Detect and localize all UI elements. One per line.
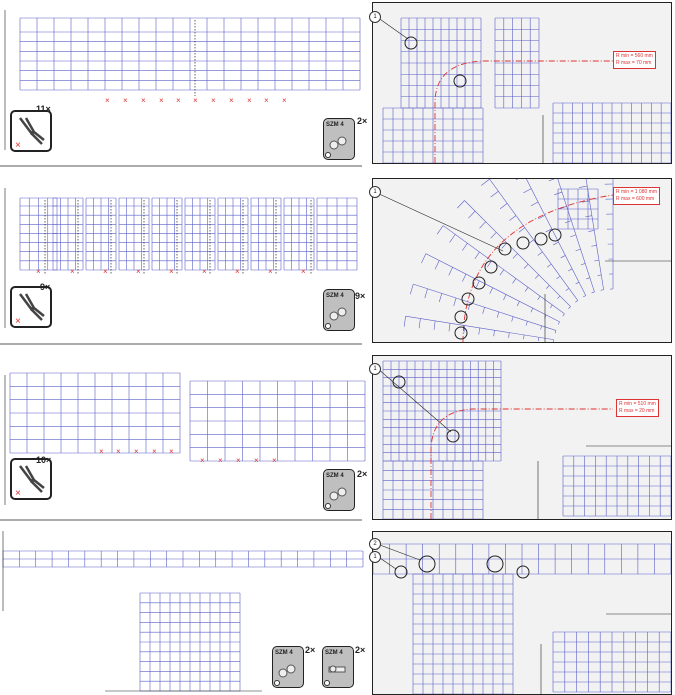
cut-mark: × <box>116 447 121 456</box>
szm-count: 2× <box>357 469 368 479</box>
step-2 <box>0 178 675 343</box>
szm-label: SZM 4 <box>326 473 344 479</box>
cut-mark: × <box>254 456 259 465</box>
cut-mark: × <box>229 96 234 105</box>
szm-label: SZM 4 <box>326 293 344 299</box>
cutter-tool-icon <box>10 110 52 152</box>
step-3 <box>0 355 675 520</box>
cut-mark: × <box>247 96 252 105</box>
radius-max: R max = 20 mm <box>619 408 655 414</box>
cut-mark: × <box>200 456 205 465</box>
radius-note <box>613 51 656 69</box>
detail-view-1 <box>372 2 672 164</box>
callout-marker: 1 <box>369 11 381 23</box>
szm-connector-badge <box>323 469 355 511</box>
radius-min: R min = 560 mm <box>616 53 653 59</box>
detail-drawing-1 <box>373 3 671 163</box>
radius-min: R min = 510 mm <box>619 401 656 407</box>
szm-connector-badge-b <box>322 646 354 688</box>
tool-count: 11× <box>36 104 51 114</box>
cut-mark: × <box>103 267 108 276</box>
detail-view-3 <box>372 355 672 520</box>
szm-count: 9× <box>355 291 366 301</box>
radius-note <box>613 187 660 205</box>
step-1 <box>0 0 675 165</box>
szm-count: 2× <box>357 116 368 126</box>
cutter-tool-icon <box>10 286 52 328</box>
tool-count: 10× <box>36 455 52 465</box>
radius-max: R max = 70 mm <box>616 60 652 66</box>
step-2-tray-drawing <box>0 178 370 343</box>
radius-max: R max = 600 mm <box>616 196 655 202</box>
tool-count: 9× <box>40 282 51 292</box>
callout-marker-1: 1 <box>369 551 381 563</box>
cut-mark: × <box>193 96 198 105</box>
szm-connector-badge-a <box>272 646 304 688</box>
cut-mark: × <box>123 96 128 105</box>
cut-mark: × <box>152 447 157 456</box>
cut-mark: × <box>282 96 287 105</box>
cut-mark: × <box>136 267 141 276</box>
cut-mark: × <box>235 267 240 276</box>
cut-mark: × <box>218 456 223 465</box>
detail-view-4 <box>372 531 672 695</box>
cut-mark: × <box>169 447 174 456</box>
szm-connector-badge <box>323 289 355 331</box>
radius-note <box>616 399 659 417</box>
detail-drawing-4 <box>373 532 671 694</box>
detail-view-2 <box>372 178 672 343</box>
detail-drawing-3 <box>373 356 671 519</box>
cut-mark: × <box>134 447 139 456</box>
cut-mark: × <box>264 96 269 105</box>
szm-label: SZM 4 <box>326 122 344 128</box>
cut-mark: × <box>70 267 75 276</box>
step-4 <box>0 531 675 695</box>
step-3-tray-drawing <box>0 355 370 520</box>
cut-mark: × <box>36 267 41 276</box>
cut-mark: × <box>268 267 273 276</box>
cut-mark: × <box>202 267 207 276</box>
radius-min: R min = 1 080 mm <box>616 189 657 195</box>
callout-marker: 1 <box>369 363 381 375</box>
step-4-tray-drawing <box>0 531 370 695</box>
szm-count: 2× <box>305 645 316 655</box>
cut-mark: × <box>99 447 104 456</box>
svg-text:×: × <box>15 140 21 150</box>
cut-mark: × <box>169 267 174 276</box>
szm-count: 2× <box>355 645 366 655</box>
cut-mark: × <box>141 96 146 105</box>
cut-mark: × <box>159 96 164 105</box>
cut-mark: × <box>176 96 181 105</box>
cut-mark: × <box>105 96 110 105</box>
callout-marker: 1 <box>369 186 381 198</box>
svg-text:×: × <box>15 488 21 498</box>
cut-mark: × <box>236 456 241 465</box>
step-1-tray-drawing <box>0 0 370 165</box>
callout-marker-2: 2 <box>369 538 381 550</box>
cut-mark: × <box>272 456 277 465</box>
szm-connector-badge <box>323 118 355 160</box>
cut-mark: × <box>301 267 306 276</box>
cut-mark: × <box>211 96 216 105</box>
szm-label: SZM 4 <box>275 650 293 656</box>
szm-label: SZM 4 <box>325 650 343 656</box>
svg-text:×: × <box>15 316 21 326</box>
